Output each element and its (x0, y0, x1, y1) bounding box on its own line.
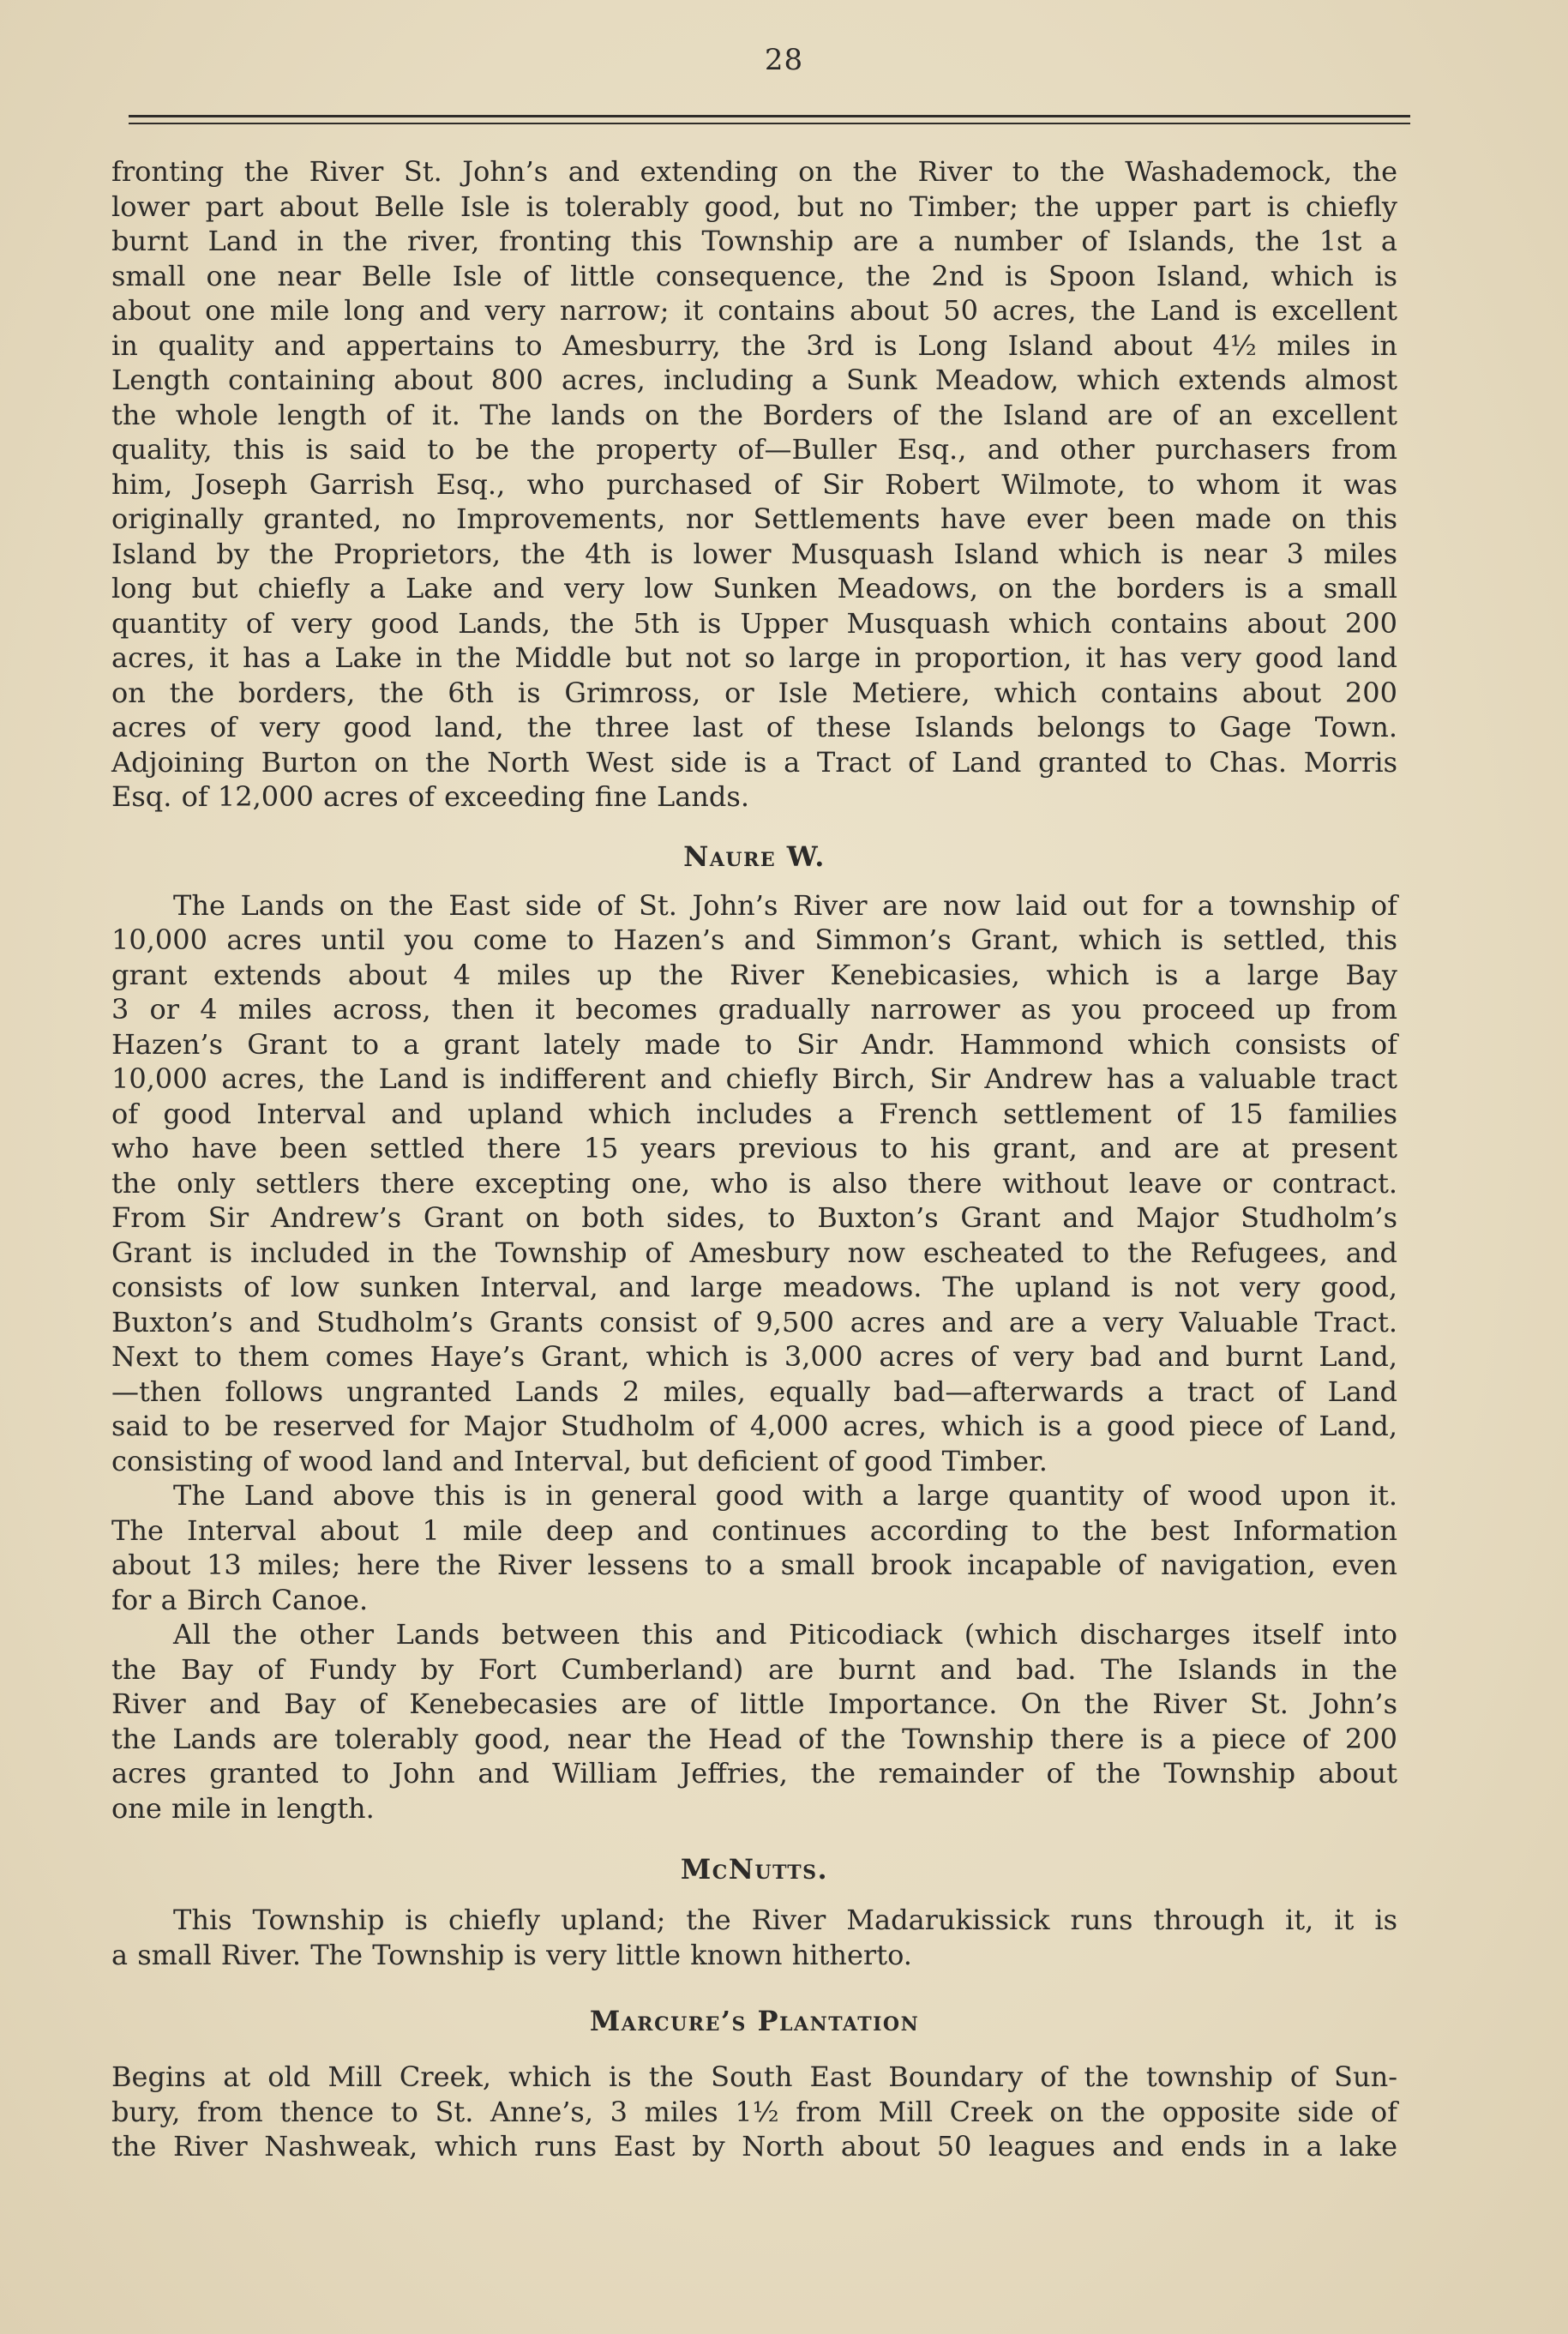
text-line: one mile in length. (111, 1791, 375, 1825)
paragraph-mcnutts (111, 1903, 1397, 1972)
text-line: —then follows ungranted Lands 2 miles, equally bad—afterwards a tract of Land (111, 1375, 1397, 1408)
text-line: originally granted, no Improvements, nor Settlements have ever been made on this (111, 502, 1397, 535)
text-line: Adjoining Burton on the North West side is a Tract of Land granted to Chas. Morris (111, 745, 1397, 779)
text-line: consisting of wood land and Interval, but deficient of good Timber. (111, 1444, 1048, 1477)
text-line: The Lands on the East side of St. John’s River are now laid out for a township of (173, 888, 1397, 922)
text-line: lower part about Belle Isle is tolerably good, but no Timber; the upper part is chiefly (111, 189, 1397, 223)
text-line: 3 or 4 miles across, then it becomes gradually narrower as you proceed up from (111, 993, 1397, 1026)
text-line: bury, from thence to St. Anne’s, 3 miles 1½ from Mill Creek on the opposite side of (111, 2095, 1397, 2128)
text-line: 10,000 acres until you come to Hazen’s and Simmon’s Grant, which is settled, this (111, 923, 1397, 956)
page-body (111, 154, 1397, 2164)
text-line: the River Nashweak, which runs East by North about 50 leagues and ends in a lake (111, 2130, 1397, 2163)
section-heading-naure-w: Naure W. (683, 839, 826, 873)
text-line: burnt Land in the river, fronting this Township are a number of Islands, the 1st a (111, 225, 1397, 257)
text-line: said to be reserved for Major Studholm of 4,000 acres, which is a good piece of Land, (111, 1410, 1397, 1442)
text-line: the Bay of Fundy by Fort Cumberland) are burnt and bad. The Islands in the (111, 1652, 1397, 1686)
paragraph-burton-islands (111, 154, 1397, 815)
header-rule-thick (129, 115, 1410, 117)
text-line: The Land above this is in general good with a large quantity of wood upon it. (173, 1479, 1397, 1512)
text-line: Length containing about 800 acres, including a Sunk Meadow, which extends almost (111, 364, 1397, 396)
text-line: 10,000 acres, the Land is indifferent and chiefly Birch, Sir Andrew has a valuable tract (111, 1062, 1397, 1095)
text-line: the Lands are tolerably good, near the Head of the Township there is a piece of 200 (111, 1722, 1397, 1755)
section-heading-marcures-plantation: Marcure’s Plantation (589, 2005, 920, 2037)
text-line: acres granted to John and William Jeffries, the remainder of the Township about (111, 1757, 1397, 1790)
text-line: quantity of very good Lands, the 5th is Upper Musquash which contains about 200 (111, 606, 1397, 640)
text-line: long but chiefly a Lake and very low Sunken Meadows, on the borders is a small (111, 572, 1397, 605)
text-line: about 13 miles; here the River lessens to a small brook incapable of navigation, even (111, 1549, 1397, 1581)
text-line: Next to them comes Haye’s Grant, which is 3,000 acres of very bad and burnt Land, (111, 1340, 1397, 1373)
text-line: All the other Lands between this and Piticodiack (which discharges itself into (173, 1618, 1397, 1651)
text-line: River and Bay of Kenebecasies are of little Importance. On the River St. John’s (111, 1687, 1397, 1720)
text-line: small one near Belle Isle of little consequence, the 2nd is Spoon Island, which is (111, 259, 1397, 292)
header-rule-thin (129, 123, 1410, 124)
paragraph-marcures-plantation (111, 2060, 1397, 2164)
text-line: Buxton’s and Studholm’s Grants consist of 9,500 acres and are a very Valuable Tract. (111, 1305, 1397, 1338)
text-line: the whole length of it. The lands on the Borders of the Island are of an excellent (111, 398, 1397, 431)
paragraph-land-above (111, 1478, 1397, 1617)
page-number: 28 (764, 43, 804, 77)
text-line: in quality and appertains to Amesburry, the 3rd is Long Island about 4½ miles in (111, 328, 1397, 362)
text-line: Hazen’s Grant to a grant lately made to Sir Andr. Hammond which consists of (111, 1027, 1397, 1061)
paragraph-other-lands (111, 1617, 1397, 1826)
text-line: a small River. The Township is very little known hitherto. (111, 1938, 912, 1971)
text-line: This Township is chiefly upland; the River Madarukissick runs through it, it is (173, 1904, 1397, 1936)
paragraph-east-side-lands (111, 888, 1397, 1479)
text-line: Esq. of 12,000 acres of exceeding fine Lands. (111, 780, 749, 813)
text-line: fronting the River St. John’s and extending on the River to the Washademock, the (111, 155, 1397, 188)
text-line: Grant is included in the Township of Amesbury now escheated to the Refugees, and (111, 1236, 1397, 1269)
text-line: Island by the Proprietors, the 4th is lower Musquash Island which is near 3 miles (111, 537, 1397, 570)
text-line: who have been settled there 15 years previous to his grant, and are at present (111, 1132, 1397, 1164)
text-line: on the borders, the 6th is Grimross, or Isle Metiere, which contains about 200 (111, 676, 1397, 709)
text-line: him, Joseph Garrish Esq., who purchased of Sir Robert Wilmote, to whom it was (111, 467, 1397, 501)
text-line: The Interval about 1 mile deep and continues according to the best Information (111, 1513, 1397, 1547)
text-line: acres, it has a Lake in the Middle but not so large in proportion, it has very good land (111, 641, 1397, 674)
text-line: about one mile long and very narrow; it contains about 50 acres, the Land is excellent (111, 294, 1397, 327)
text-line: acres of very good land, the three last of these Islands belongs to Gage Town. (111, 711, 1397, 743)
section-heading-mcnutts: McNutts. (680, 1853, 829, 1886)
text-line: consists of low sunken Interval, and large meadows. The upland is not very good, (111, 1271, 1397, 1303)
text-line: grant extends about 4 miles up the River Kenebicasies, which is a large Bay (111, 958, 1397, 991)
text-line: Begins at old Mill Creek, which is the South East Boundary of the township of Sun- (111, 2060, 1397, 2093)
text-line: quality, this is said to be the property of—Buller Esq., and other purchasers from (111, 433, 1397, 466)
text-line: for a Birch Canoe. (111, 1583, 369, 1616)
text-line: of good Interval and upland which includes a French settlement of 15 families (111, 1097, 1397, 1130)
text-line: From Sir Andrew’s Grant on both sides, to Buxton’s Grant and Major Studholm’s (111, 1201, 1397, 1234)
text-line: the only settlers there excepting one, who is also there without leave or contract. (111, 1166, 1397, 1200)
